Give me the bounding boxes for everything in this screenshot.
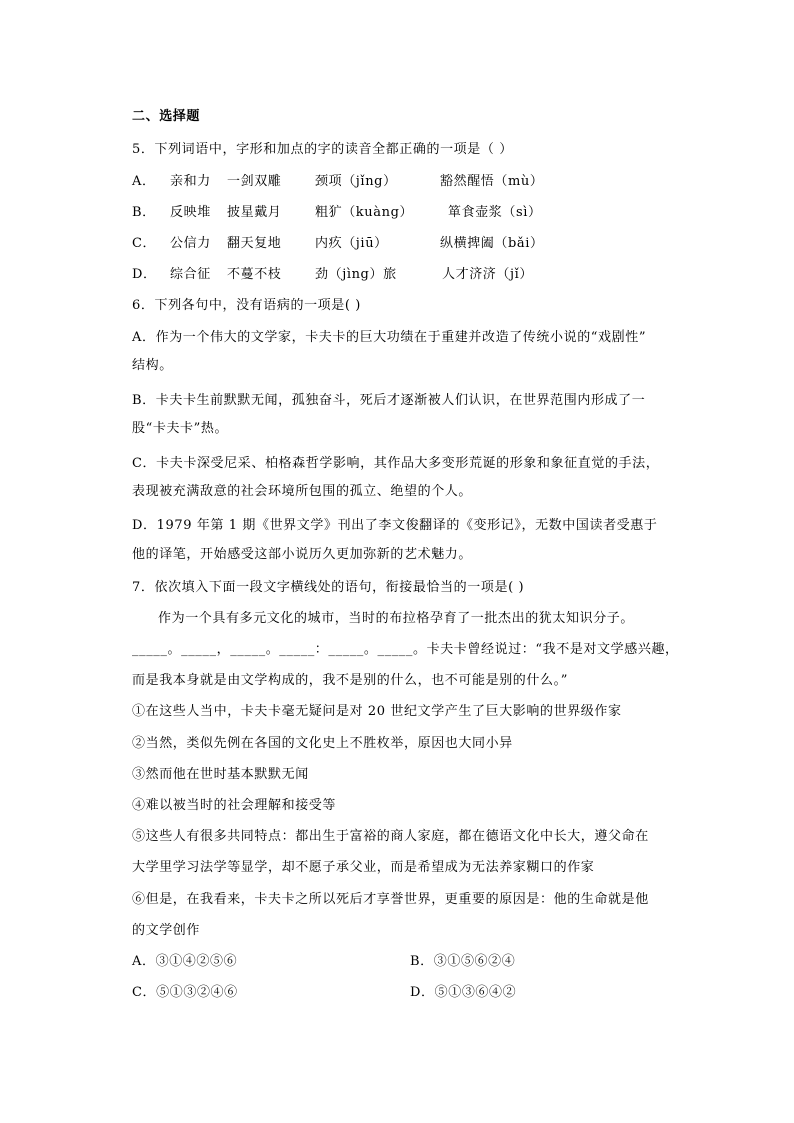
option-label: C．: [132, 236, 157, 251]
option-label: D．: [132, 267, 157, 282]
question-7-sentence-4: ④难以被当时的社会理解和接受等: [132, 798, 337, 813]
question-6-option-b: B．卡夫卡生前默默无闻，孤独奋斗，死后才逐渐被人们认识，在世界范围内形成了一: [132, 393, 646, 408]
option-item: 披星戴月: [227, 205, 282, 220]
question-5-stem: 5．下列词语中，字形和加点的字的读音全都正确的一项是（ ）: [132, 142, 513, 157]
section-title: 二、选择题: [132, 109, 201, 124]
question-6-option-a-cont: 结构。: [132, 358, 173, 373]
option-label: B．: [132, 205, 156, 220]
option-item: 劲（jìng）旅: [315, 267, 397, 282]
option-item: 综合征: [170, 267, 211, 282]
question-6-option-c-cont: 表现被充满敌意的社会环境所包围的孤立、绝望的个人。: [132, 484, 473, 499]
option-item: 不蔓不枝: [227, 267, 282, 282]
option-item: 纵横捭阖（bǎi）: [440, 236, 544, 251]
question-6-option-d-cont: 他的译笔，开始感受这部小说历久更加弥新的艺术魅力。: [132, 547, 473, 562]
question-7-sentence-1: ①在这些人当中，卡夫卡毫无疑问是对 20 世纪文学产生了巨大影响的世界级作家: [132, 704, 622, 719]
question-6-option-c: C．卡夫卡深受尼采、柏格森哲学影响，其作品大多变形荒诞的形象和象征直觉的手法，: [132, 456, 660, 471]
question-7-sentence-5-cont: 大学里学习法学等显学，却不愿子承父业，而是希望成为无法养家糊口的作家: [132, 860, 595, 875]
option-item: 人才济济（jǐ）: [442, 267, 533, 282]
option-item: 豁然醒悟（mù）: [440, 174, 544, 189]
question-7-sentence-6-cont: 的文学创作: [132, 923, 201, 938]
question-6-option-b-cont: 股“卡夫卡”热。: [132, 421, 229, 436]
question-6-option-a: A．作为一个伟大的文学家，卡夫卡的巨大功绩在于重建并改造了传统小说的“戏剧性”: [132, 330, 647, 345]
option-item: 内疚（jiū）: [315, 236, 388, 251]
option-item: 箪食壶浆（sì）: [448, 205, 542, 220]
option-item: 亲和力: [170, 174, 211, 189]
option-item: 翻天复地: [227, 236, 282, 251]
question-7-passage: 作为一个具有多元文化的城市，当时的布拉格孕育了一批杰出的犹太知识分子。: [158, 611, 635, 626]
question-6-option-d: D．1979 年第 1 期《世界文学》刊出了李文俊翻译的《变形记》，无数中国读者受惠于: [132, 518, 658, 533]
question-7-option-a: A．③①④②⑤⑥: [132, 954, 238, 969]
option-item: 粗犷（kuàng）: [315, 205, 414, 220]
question-7-sentence-6: ⑥但是，在我看来，卡夫卡之所以死后才享誉世界，更重要的原因是：他的生命就是他: [132, 892, 649, 907]
option-item: 反映堆: [170, 205, 211, 220]
question-7-option-c: C．⑤①③②④⑥: [132, 985, 238, 1000]
question-7-sentence-5: ⑤这些人有很多共同特点：都出生于富裕的商人家庭，都在德语文化中长大，遵父命在: [132, 829, 649, 844]
question-7-sentence-3: ③然而他在世时基本默默无闻: [132, 767, 309, 782]
question-7-stem: 7．依次填入下面一段文字横线处的语句，衔接最恰当的一项是( ): [132, 580, 525, 595]
option-item: 一剑双雕: [227, 174, 282, 189]
question-7-passage-blanks: _____。_____，_____。_____：_____。_____。卡夫卡曾经说过：“我不是对文学感兴趣，: [132, 642, 679, 657]
option-label: A．: [132, 174, 156, 189]
question-7-option-d: D．⑤①③⑥④②: [410, 985, 517, 1000]
question-7-sentence-2: ②当然，类似先例在各国的文化史上不胜枚举，原因也大同小异: [132, 736, 513, 751]
option-item: 公信力: [170, 236, 211, 251]
option-item: 颈项（jǐng）: [315, 174, 397, 189]
question-7-option-b: B．③①⑤⑥②④: [410, 954, 516, 969]
question-7-passage-cont: 而是我本身就是由文学构成的，我不是别的什么，也不可能是别的什么。”: [132, 673, 568, 688]
question-6-stem: 6．下列各句中，没有语病的一项是( ): [132, 298, 361, 313]
